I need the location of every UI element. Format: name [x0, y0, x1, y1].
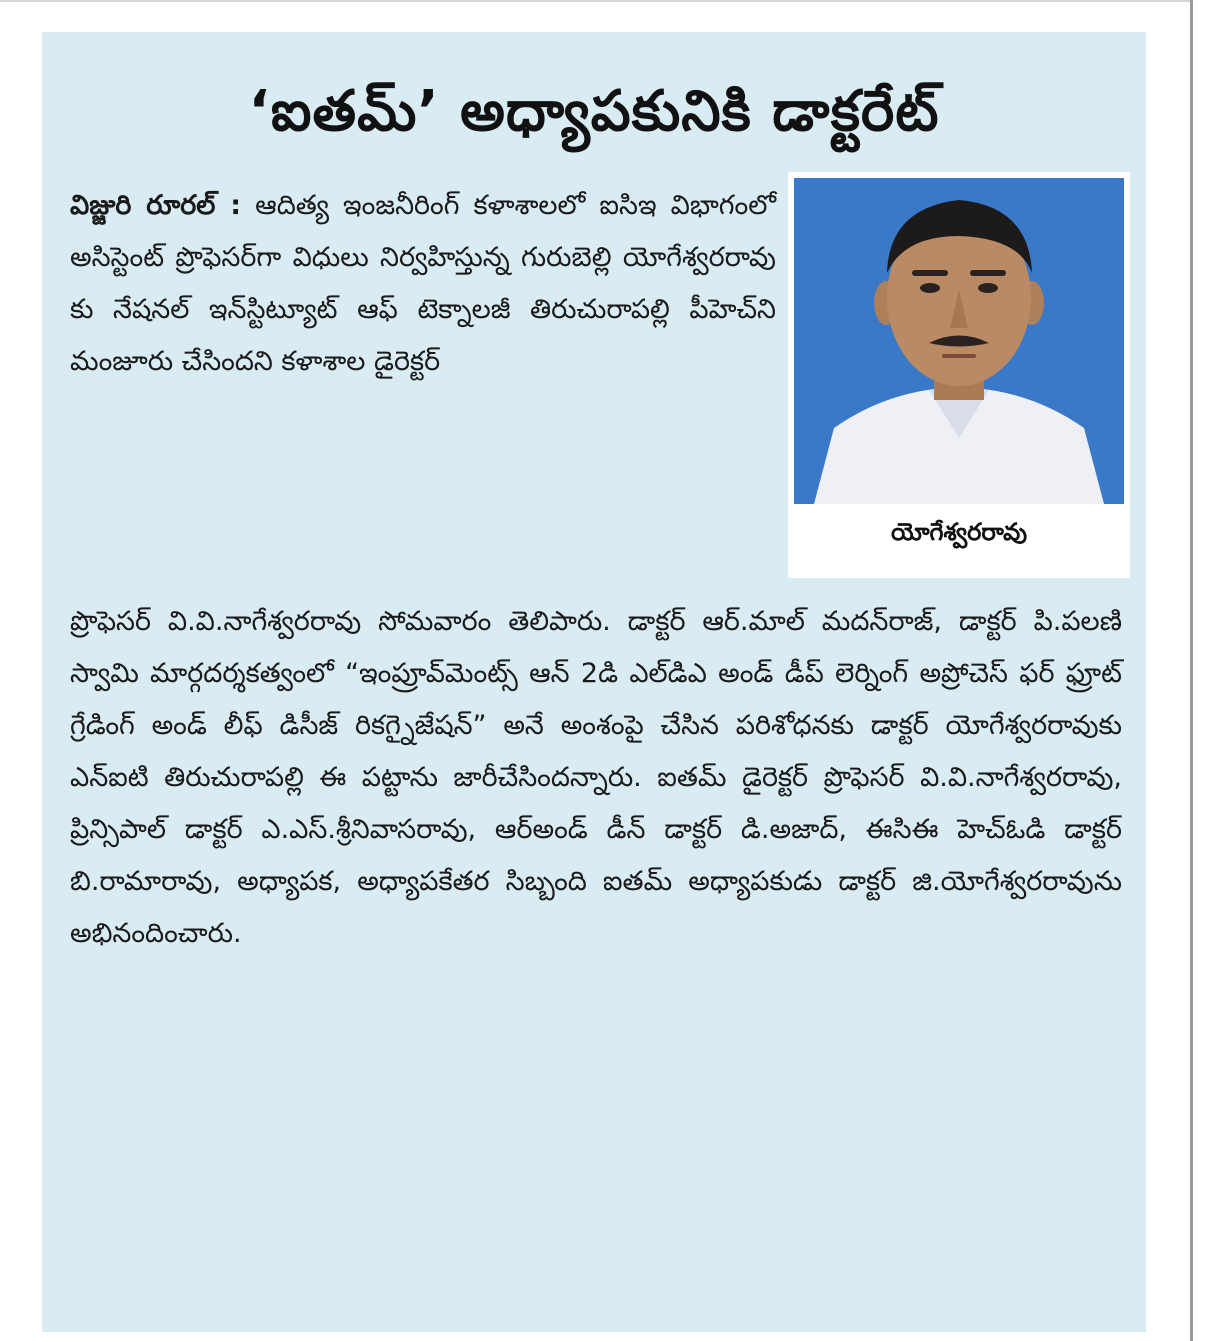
article-body-top [70, 180, 776, 388]
portrait-photo [794, 178, 1124, 504]
article-headline: ‘ఐతమ్’ అధ్యాపకునికి డాక్టరేట్ [248, 79, 940, 144]
column-divider [1190, 0, 1193, 1341]
top-divider [0, 0, 1190, 2]
article-body-bottom: ప్రొఫెసర్ వి.వి.నాగేశ్వరరావు సోమవారం తెలిపారు. డాక్టర్ ఆర్.మాల్ మదన్‌రాజ్, డాక్టర్ పి.పలణి స్వామి మార్గదర్శకత్వంలో “ఇంప్రూవ్‌మెంట్స్ ఆన్ 2డి ఎల్‌డిఎ అండ్ డీప్ లెర్నింగ్ అప్రోచెస్ ఫర్ ఫ్రూట్ గ్రేడింగ్ అండ్ లీఫ్ డిసీజ్ రికగ్నైజేషన్” అనే అంశంపై చేసిన పరిశోధనకు డాక్టర్ యోగేశ్వరరావుకు ఎన్ఐటి తిరుచురాపల్లి ఈ పట్టాను జారీచేసిందన్నారు. ఐతమ్ డైరెక్టర్ ప్రొఫెసర్ వి.వి.నాగేశ్వరరావు, ప్రిన్సిపాల్ డాక్టర్ ఎ.ఎస్.శ్రీనివాసరావు, ఆర్అండ్ డీన్ డాక్టర్ డి.అజాద్, ఈసిఈ హెచ్ఓడి డాక్టర్ బి.రామారావు, అధ్యాపక, అధ్యాపకేతర సిబ్బంది ఐతమ్ అధ్యాపకుడు డాక్టర్ జి.యోగేశ్వరరావును అభినందించారు. [70, 606, 1122, 949]
portrait-frame [788, 172, 1130, 578]
news-clipping [42, 32, 1146, 1332]
article-dateline: విజ్జురి రూరల్ : [70, 190, 242, 221]
article-body-part1: ఆదిత్య ఇంజనీరింగ్ కళాశాలలో ఐసిఇ విభాగంలో అసిస్టెంట్ ప్రొఫెసర్‌గా విధులు నిర్వహిస్తున్న గురుబెల్లి యోగేశ్వరరావు కు నేషనల్ ఇన్‌స్టిట్యూట్ ఆఫ్ టెక్నాలజీ తిరుచురాపల్లి పీహెచ్‌ని మంజూరు చేసిందని కళాశాల డైరెక్టర్ [70, 190, 776, 377]
portrait-caption: యోగేశ్వరరావు [890, 518, 1028, 546]
portrait-illustration [794, 178, 1124, 504]
